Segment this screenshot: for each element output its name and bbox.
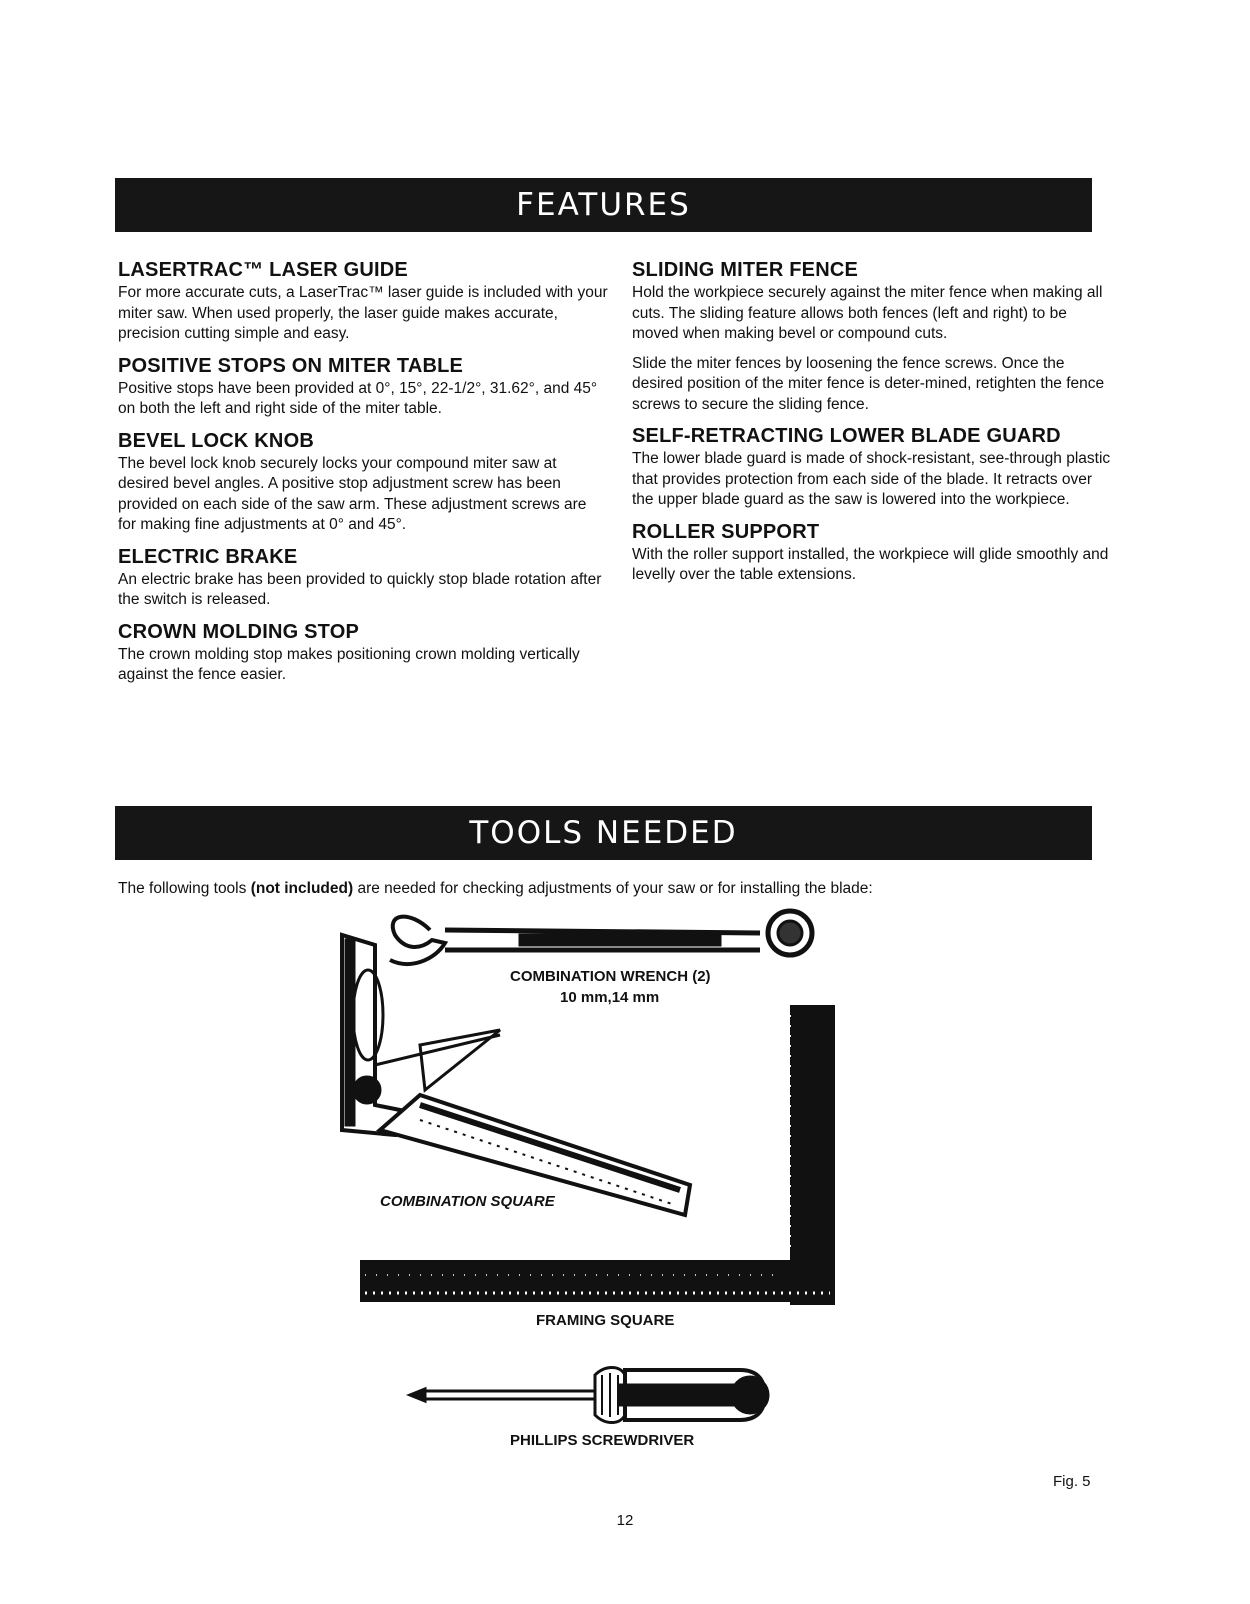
feature-title: SLIDING MITER FENCE [632, 259, 859, 281]
feature-lower-blade-guard [632, 424, 1112, 511]
feature-roller-support [632, 520, 1112, 586]
page-number: 12 [616, 1512, 634, 1529]
feature-text: For more accurate cuts, a LaserTrac™ laser guide is included with your miter saw. When used properly, the laser guide makes accurate, precision cutting simple and easy. [118, 284, 608, 342]
tools-intro-bold: (not included) [250, 880, 354, 897]
combination-wrench-icon [390, 911, 812, 964]
feature-text: With the roller support installed, the workpiece will glide smoothly and levelly over the table extensions. [632, 545, 1109, 583]
wrench-sizes-label: 10 mm,14 mm [560, 989, 660, 1006]
feature-title: CROWN MOLDING STOP [118, 620, 360, 643]
feature-text: The lower blade guard is made of shock-resistant, see-through plastic that provides protection from each side of the blade. It retracts over the upper blade guard as the saw is lowered into the workpiece. [632, 450, 1111, 508]
feature-text: Hold the workpiece securely against the miter fence when making all cuts. The sliding feature allows both fences (left and right) to be moved when making bevel or compound cuts. [632, 284, 1103, 342]
feature-bevel-lock-knob [118, 429, 608, 536]
feature-text: The bevel lock knob securely locks your compound miter saw at desired bevel angles. A positive stop adjustment screw has been provided on each side of the saw arm. These adjustment screws are for making fine adjustments at 0° and 45°. [118, 454, 587, 533]
tools-needed-banner: TOOLS NEEDED [115, 806, 1092, 860]
feature-title: SELF-RETRACTING LOWER BLADE GUARD [632, 425, 1061, 447]
tools-intro-text-end: are needed for checking adjustments of your saw or for installing the blade: [353, 880, 873, 897]
feature-electric-brake [118, 545, 608, 611]
features-left-column [118, 258, 608, 695]
framing-square-label: FRAMING SQUARE [536, 1312, 675, 1329]
feature-crown-molding-stop [118, 620, 608, 686]
features-right-column [632, 258, 1112, 595]
feature-text: The crown molding stop makes positioning crown molding vertically against the fence easier. [118, 645, 580, 683]
feature-title: BEVEL LOCK KNOB [118, 429, 314, 452]
feature-text-2: Slide the miter fences by loosening the fence screws. Once the desired position of the miter fence is deter-mined, retighten the fence screws to secure the sliding fence. [632, 354, 1105, 413]
feature-lasertrac [118, 258, 608, 345]
feature-title: POSITIVE STOPS ON MITER TABLE [118, 354, 464, 377]
tools-intro [118, 880, 1098, 898]
tools-intro-text: The following tools [118, 880, 251, 897]
feature-text: Positive stops have been provided at 0°, 15°, 22-1/2°, 31.62°, and 45° on both the left and right side of the miter table. [118, 379, 598, 417]
combination-square-label: COMBINATION SQUARE [380, 1193, 555, 1210]
tools-illustration [320, 905, 860, 1465]
feature-title: ELECTRIC BRAKE [118, 545, 298, 568]
feature-positive-stops [118, 354, 608, 420]
wrench-label: COMBINATION WRENCH (2) [510, 968, 711, 985]
phillips-screwdriver-icon [410, 1368, 768, 1423]
feature-text: An electric brake has been provided to quickly stop blade rotation after the switch is released. [118, 570, 602, 608]
figure-label: Fig. 5 [1053, 1473, 1091, 1490]
feature-sliding-miter-fence [632, 258, 1112, 415]
feature-title: LASERTRAC™ LASER GUIDE [118, 259, 408, 281]
phillips-screwdriver-label: PHILLIPS SCREWDRIVER [510, 1432, 695, 1449]
features-banner: FEATURES [115, 178, 1092, 232]
feature-title: ROLLER SUPPORT [632, 520, 820, 543]
